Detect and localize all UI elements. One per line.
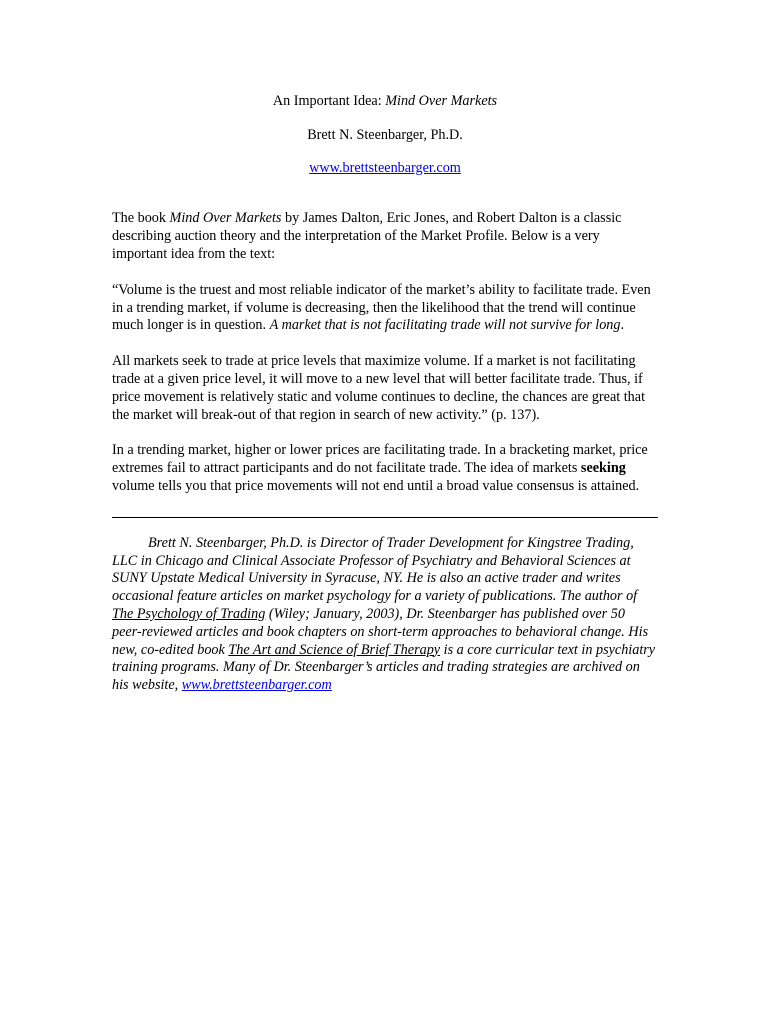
bio-website-link[interactable]: www.brettsteenbarger.com [181,677,332,694]
author-bio [112,535,658,695]
quote1-italic: A market that is not facilitating trade will not survive for long [269,317,621,334]
bio-part2: (Wiley; January, 2003), Dr. Steenbarger has published over 50 peer-reviewed articles and book chapters on short-term approaches to behavioral change. His new, co-edited book [112,605,649,658]
quote1-end: . [620,317,625,334]
website-link[interactable]: www.brettsteenbarger.com [309,159,461,176]
section-divider [112,517,658,518]
intro-book: Mind Over Markets [169,210,282,227]
bio-part3: is a core curricular text in psychiatry training programs. Many of Dr. Steenbarger’s articles and trading strategies are archived on his website, [112,641,656,694]
document-page [112,93,658,695]
intro-paragraph [112,210,658,263]
document-title [112,93,658,111]
title-book: Mind Over Markets [385,93,498,109]
title-prefix: An Important Idea: [272,93,386,109]
intro-rest: by James Dalton, Eric Jones, and Robert Dalton is a classic describing auction theory and the interpretation of the Market Profile. Below is a very important idea from the text: [112,210,622,262]
quote1-text: “Volume is the truest and most reliable indicator of the market’s ability to facilitate trade. Even in a trending market, if volume is decreasing, then the likelihood that the trend will continue much longer is in question. [112,281,651,334]
author-name: Brett N. Steenbarger, Ph.D. [307,126,463,143]
commentary-paragraph [112,442,658,495]
commentary-bold: seeking [580,460,626,477]
bio-book2: The Art and Science of Brief Therapy [228,641,441,658]
website-line [112,160,658,178]
commentary-text: In a trending market, higher or lower prices are facilitating trade. In a bracketing market, price extremes fail to attract participants and do not facilitate trade. The idea of markets [112,442,648,477]
bio-part1: Brett N. Steenbarger, Ph.D. is Director of Trader Development for Kingstree Trading, LLC in Chicago and Clinical Associate Professor of Psychiatry and Behavioral Sciences at SUNY Upstate Medical University in Syracuse, NY. He is also an active trader and writes occasional feature articles on market psychology for a variety of publications. The author of [112,534,638,605]
commentary-rest: volume tells you that price movements will not end until a broad value consensus is attained. [112,477,640,494]
intro-lead: The book [112,210,170,227]
bio-book1: The Psychology of Trading [112,605,266,622]
quote-paragraph-1 [112,282,658,335]
quote-paragraph-2: All markets seek to trade at price levels that maximize volume. If a market is not facilitating trade at a given price level, it will move to a new level that will better facilitate trade. Thus, if price movement is relatively static and volume continues to decline, the chances are great that the market will break-out of that region in search of new activity.” (p. 137). [112,353,646,423]
